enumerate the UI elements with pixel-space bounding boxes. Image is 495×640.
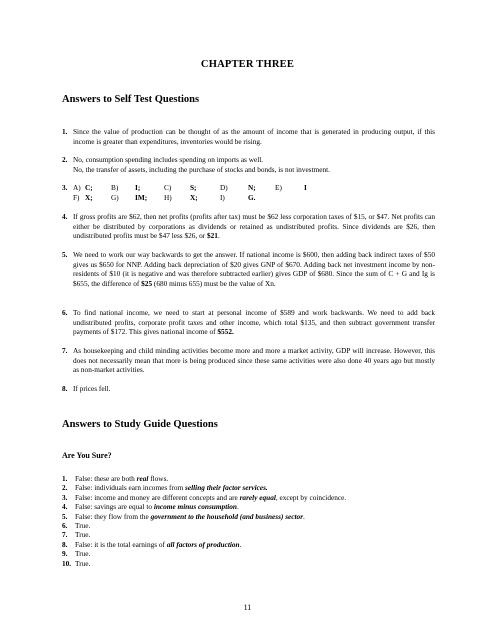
answer-text: If gross profits are $62, then net profits (profits after tax) must be $62 less corporation taxes of $15, or $47. Net profits can either be distributed by corporations as dividends or retained as undistributed profits. Since dividends are $26, then undistributed profits must be $47 less $26, or [73,212,435,241]
answer-text: If prices fell. [73,384,111,393]
option-label: E) [275,183,282,192]
option-answer: C; [85,183,93,192]
option-answer: X; [85,192,93,202]
option-answer: X; [190,192,198,202]
answer-text: Since the value of production can be thought of as the amount of income that is generated in producing output, if this income is greater than expenditures, inventories would be rising. [73,127,435,146]
answer-text: As housekeeping and child minding activities become more and more a market activity, GDP will increase. However, this does not necessarily mean that more is being produced since these same activities were also done 40 years ago but mostly as non-market activities. [73,346,435,375]
self-test-heading: Answers to Self Test Questions [62,94,200,105]
study-guide-heading: Answers to Study Guide Questions [62,419,218,430]
question-number: 5. [62,250,68,259]
option-label: H) [164,192,172,202]
question-number: 6. [62,308,68,317]
question-6 [62,308,435,337]
question-5: 5. We need to work our way backwards to get the answer. If national income is $600, then adding back indirect taxes of $50 gives us $650 for NNP. Adding back depreciation of $20 gives GNP of $670. Adding back net investment income by non-residents of $10 (it is negative and was therefore subtracted earlier) gives GDP of $680. Since the sum of C + G and Ig is $655, the difference of $25 (680 minus 655) must be the value of Xn. [62,250,435,288]
option-answer: I [304,183,307,192]
question-8 [62,384,435,394]
are-you-sure-heading: Are You Sure? [62,451,112,460]
answer-value: $21 [206,231,218,241]
option-label: F) [73,192,80,202]
answer-text: We need to work our way backwards to get the answer. If national income is $600, then adding back indirect taxes of $50 gives us $650 for NNP. Adding back depreciation of $20 gives GNP of $670. Adding back net investment income by non-residents of $10 (it is negative and was therefore subtracted earlier) gives GDP of $680. Since the sum of C + G and Ig is $655, the difference of [73,250,435,288]
question-7 [62,346,435,375]
question-number: 4. [62,212,68,221]
page-number: 11 [243,603,252,612]
question-1 [62,127,435,146]
question-4: 4. If gross profits are $62, then net profits (profits after tax) must be $62 less corporation taxes of $15, or $47. Net profits can either be distributed by corporations as dividends or retained as undistributed profits. Since dividends are $26, then undistributed profits must be $47 less $26, or $21. [62,212,435,241]
question-number: 1. [62,127,68,136]
option-answer: G. [248,192,256,202]
option-label: A) [73,183,81,192]
answer-value: $552. [217,327,234,337]
question-number: 2. [62,155,68,164]
answer-value: $25 [141,278,153,288]
option-label: C) [164,183,172,192]
option-answer: IM; [135,192,148,202]
answer-text: No, consumption spending includes spending on imports as well. [73,155,264,164]
option-label: I) [220,192,225,202]
question-2 [62,155,435,174]
option-answer: I; [135,183,141,192]
option-label: B) [111,183,119,192]
answer-text: No, the transfer of assets, including the purchase of stocks and bonds, is not investment. [73,164,330,174]
option-answer: S; [190,183,197,192]
answer-text: To find national income, we need to start at personal income of $589 and work backwards. We need to add back undistributed profits, corporate profit taxes and other income, which total $135, and then subtract government transfer payments of $172. This gives national income of [73,308,435,337]
question-number: 7. [62,346,68,355]
option-answer: N; [248,183,256,192]
chapter-title: CHAPTER THREE [200,59,295,70]
question-number: 3. [62,183,68,192]
document-page: CHAPTER THREE Answers to Self Test Questions 1. Since the value of production can be thought of as the amount of income that is generated in producing output, if this income is greater than expenditures, inventories would be rising. 2. No, consumption spending includes spending on imports as well. No, the transfer of assets, including the purchase of stocks and bonds, is not investment. 3. A) C; B) I; C) S; D) N; E) I F) X; G) IM; H) X; I) G. 4. If gross profits are $62, then net profits (profits after tax) must be $62 less corporation taxes of $15, or $47. Net profits can either be distributed by corporations as dividends or retained as undistributed profits. Since dividends are $26, then undistributed profits must be $47 less $26, or $21. 5. We need to work our way backwards to get the answer. If national income is $600, then adding back indirect taxes of $50 gives us $650 for NNP. Adding back depreciation of $20 gives GNP of $670. Adding back net investment income by non-residents of $10 (it is negative and was therefore subtracted earlier) gives GDP of $680. Since the sum of C + G and Ig is $655, the difference of $25 (680 minus 655) must be the value of Xn. 6. To find national income, we need to start at personal income of $589 and work backwards. We need to add back undistributed profits, corporate profit taxes and other income, which total $135, and then subtract government transfer payments of $172. This gives national income of $552. 7. As housekeeping and child minding activities become more and more a market activity, GDP will increase. However, this does not necessarily mean that more is being produced since these same activities were also done 40 years ago but mostly as non-market activities. 8. If prices fell. Answers to Study Guide Questions Are You Sure? 1. False: these are both real flows. 2. False: individuals earn incomes from selling their factor services. 3. False: income and money are different concepts and are rarely equal, except by coincidence. 4. False: savings are equal to income minus consumption. 5. False: they flow from the government to the household (and business) sector. 6. True. 7. True. 8. False: it is the total earnings of all factors of production. 9. True. 10. True. 11 [0,0,495,640]
option-label: G) [111,192,119,202]
question-number: 8. [62,384,68,393]
option-label: D) [220,183,228,192]
